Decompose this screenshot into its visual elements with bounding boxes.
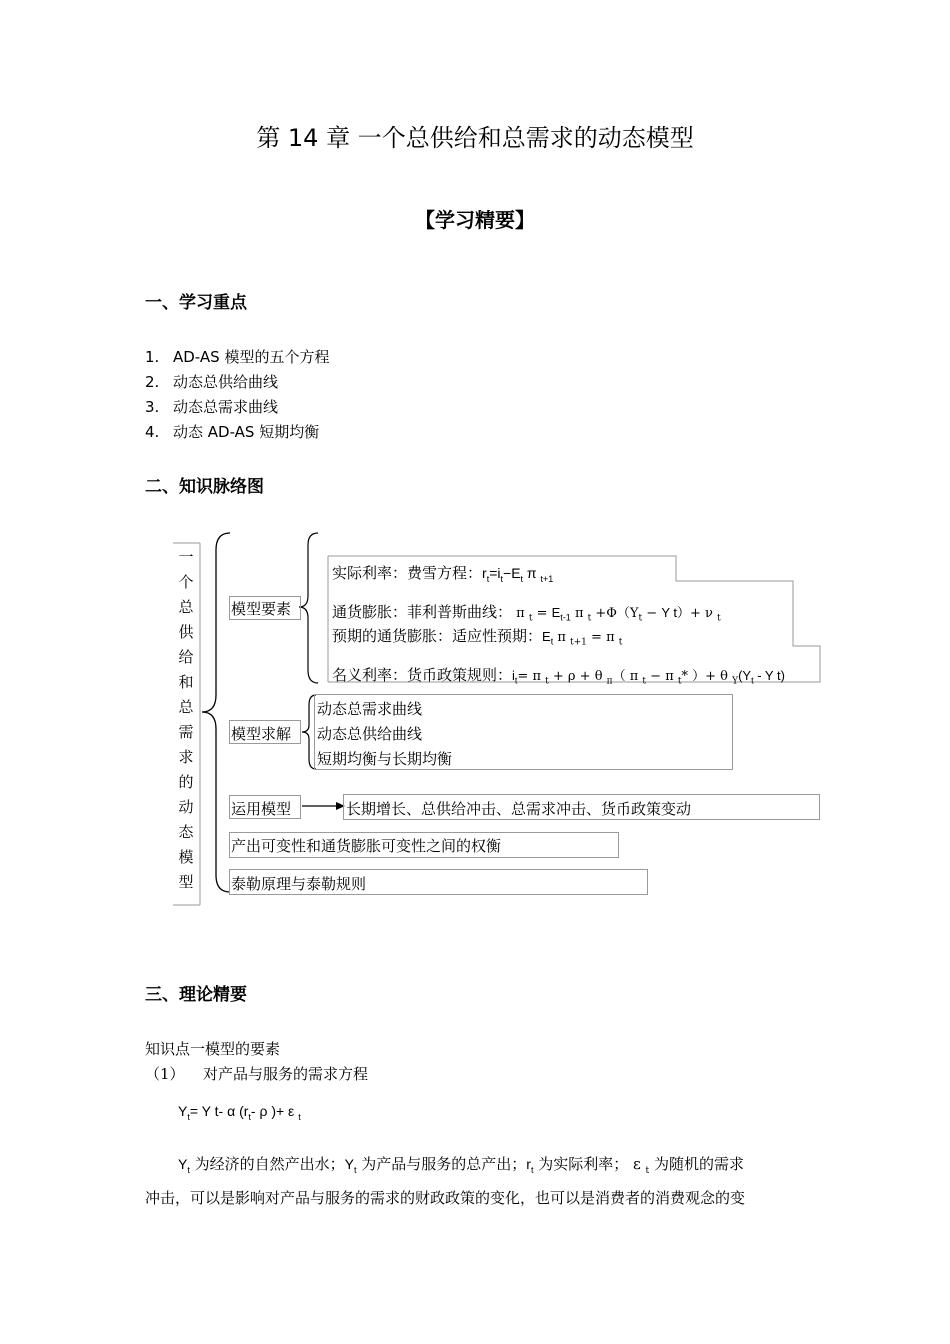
knowledge-point-title: 知识点一模型的要素 (145, 1040, 281, 1058)
list-item: 4. 动态 AD-AS 短期均衡 (145, 423, 320, 441)
apply-text: 长期增长、总供给冲击、总需求冲击、货币政策变动 (346, 800, 692, 818)
heading-study-focus: 一、学习重点 (145, 293, 247, 313)
heading-theory-essentials: 三、理论精要 (145, 985, 247, 1005)
heading-knowledge-map: 二、知识脉络图 (145, 477, 264, 497)
list-item: 3. 动态总需求曲线 (145, 398, 279, 416)
section-subtitle: 【学习精要】 (415, 208, 535, 232)
branch-model-solution: 模型求解 (231, 725, 292, 743)
paragraph-line: $Y_t$ 为经济的自然产出水；$Y_t$ 为产品与服务的总产出；$r_t$ 为实际利率； ε $_t$ 为随机的需求 (178, 1155, 744, 1176)
solution-item: 动态总供给曲线 (317, 725, 423, 743)
equation-real-rate: 实际利率：费雪方程：$r_t=i_t-E_t$ π $_{t+1}$ (332, 564, 554, 584)
chapter-title: 第 14 章 一个总供给和总需求的动态模型 (256, 124, 694, 152)
branch-apply-model: 运用模型 (231, 800, 292, 818)
subsection-heading: （1） 对产品与服务的需求方程 (145, 1065, 369, 1083)
root-node: 一 个 总 供 给 和 总 需 求 的 动 态 模 型 (178, 548, 194, 891)
list-item: 1. AD-AS 模型的五个方程 (145, 348, 330, 366)
paragraph-line: 冲击，可以是影响对产品与服务的需求的财政政策的变化，也可以是消费者的消费观念的变 (145, 1189, 746, 1207)
branch-model-elements: 模型要素 (231, 600, 292, 618)
tradeoff-text: 产出可变性和通货膨胀可变性之间的权衡 (231, 837, 502, 855)
demand-equation: $Y_t= Y$ t- α ($r_t-$ ρ )+ ε $_t$ (178, 1103, 301, 1122)
equation-phillips-curve: 通货膨胀：菲利普斯曲线： π $_t = E_{t-1}$ π $_t +\Phi(Y_t - Y$ t）+ ν $_t$ (332, 603, 721, 624)
solution-item: 短期均衡与长期均衡 (317, 750, 453, 768)
solution-item: 动态总需求曲线 (317, 700, 423, 718)
equation-monetary-policy-rule: 名义利率：货币政策规则：$i_t= \pi$ $_t$ + ρ + θ $_\pi$（ π $_t$ − π $_t$* ）+ θ $_Y(Y_t$ - Y t) (332, 666, 785, 687)
list-item: 2. 动态总供给曲线 (145, 373, 279, 391)
equation-adaptive-expectations: 预期的通货膨胀：适应性预期：$E_t$ π $_{t+1}$ = π $_t$ (332, 627, 623, 648)
taylor-text: 泰勒原理与泰勒规则 (231, 875, 367, 893)
